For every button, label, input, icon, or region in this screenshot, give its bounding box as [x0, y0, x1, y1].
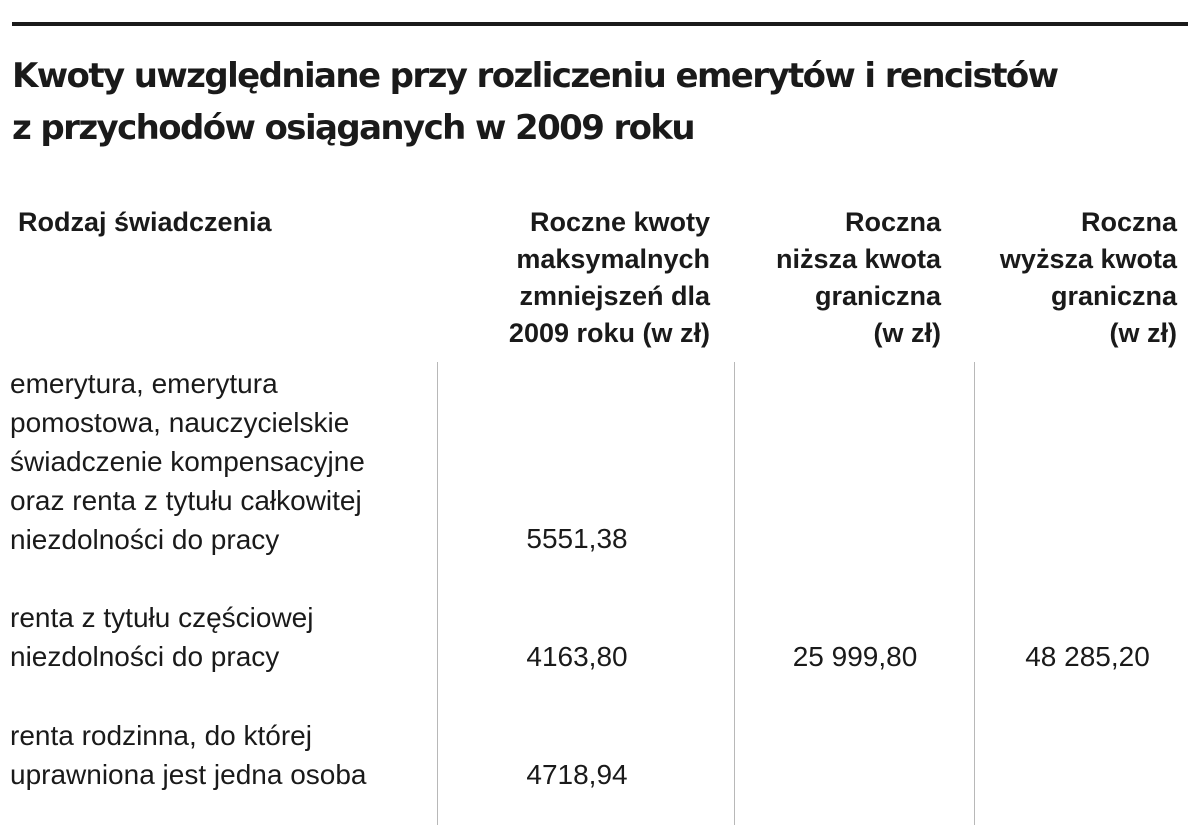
header-lower-limit-line-3: graniczna [814, 281, 941, 311]
header-upper-limit [930, 204, 1177, 352]
row-description-line: niezdolności do pracy [10, 524, 280, 555]
header-max-reductions-line-1: Roczne kwoty [529, 207, 710, 237]
row-description [10, 364, 430, 559]
row-description-line: uprawniona jest jedna osoba [10, 759, 367, 790]
header-upper-limit-line-2: wyższa kwota [999, 244, 1177, 274]
title-line-2: z przychodów osiąganych w 2009 roku [12, 108, 695, 148]
max-reduction-value: 5551,38 [526, 523, 628, 554]
header-lower-limit-line-1: Roczna [844, 207, 941, 237]
row-description-line: świadczenie kompensacyjne [10, 446, 365, 477]
column-divider [437, 362, 438, 825]
lower-limit-value: 25 999,80 [792, 641, 918, 672]
upper-limit-value: 48 285,20 [1025, 641, 1150, 672]
max-reduction-value: 4718,94 [526, 759, 628, 790]
row-description [10, 716, 430, 794]
row-description-line: emerytura, emerytura [10, 368, 278, 399]
row-description-line: renta z tytułu częściowej [10, 602, 314, 633]
header-max-reductions [400, 204, 710, 352]
row-description [10, 598, 430, 676]
header-max-reductions-line-3: zmniejszeń dla [519, 281, 710, 311]
row-description-line: niezdolności do pracy [10, 641, 280, 672]
title-line-1: Kwoty uwzględniane przy rozliczeniu emerytów i rencistów [12, 56, 1058, 96]
table-title [12, 50, 1182, 154]
row-description-line: pomostowa, nauczycielskie [10, 407, 350, 438]
header-max-reductions-line-4: 2009 roku (w zł) [508, 318, 710, 348]
row-description-line: oraz renta z tytułu całkowitej [10, 485, 362, 516]
header-upper-limit-line-3: graniczna [1050, 281, 1177, 311]
column-divider [974, 362, 975, 825]
row-description-line: renta rodzinna, do której [10, 720, 312, 751]
header-upper-limit-line-1: Roczna [1080, 207, 1177, 237]
max-reduction-value: 4163,80 [526, 641, 628, 672]
column-divider [734, 362, 735, 825]
header-lower-limit-line-2: niższa kwota [775, 244, 941, 274]
header-lower-limit [700, 204, 941, 352]
top-rule [12, 22, 1188, 26]
header-benefit-type-line-1: Rodzaj świadczenia [18, 207, 272, 237]
header-max-reductions-line-2: maksymalnych [516, 244, 710, 274]
header-upper-limit-line-4: (w zł) [1109, 318, 1177, 348]
header-lower-limit-line-4: (w zł) [873, 318, 941, 348]
header-benefit-type [18, 204, 418, 241]
